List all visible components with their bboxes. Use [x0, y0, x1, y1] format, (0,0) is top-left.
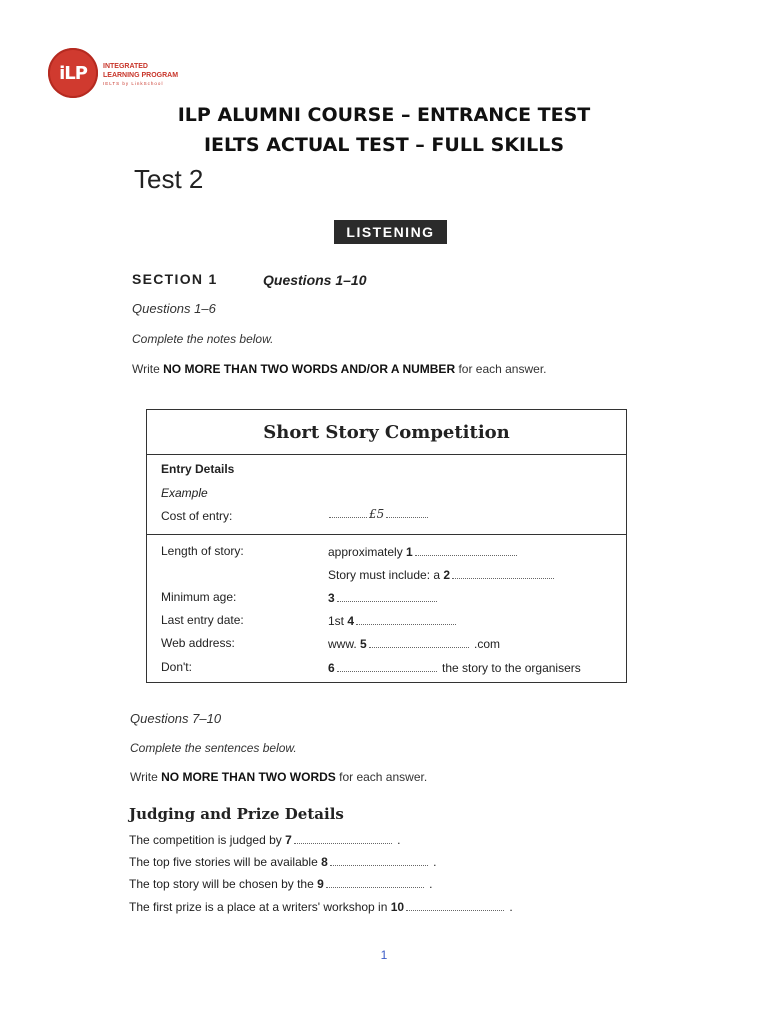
web-address-label: Web address: [161, 636, 235, 650]
question-5: www. 5 .com [328, 637, 501, 651]
instruction-1: Complete the notes below. [132, 332, 274, 346]
word-limit-1: Write NO MORE THAN TWO WORDS AND/OR A NUMBER for each answer. [132, 362, 547, 376]
minimum-age-label: Minimum age: [161, 590, 237, 604]
header-title-line1: ILP ALUMNI COURSE – ENTRANCE TEST [177, 104, 591, 126]
logo-emblem: iLP [48, 48, 98, 98]
notes-title: Short Story Competition [263, 421, 510, 443]
questions-range-1: Questions 1–6 [132, 301, 216, 316]
page-number: 1 [380, 948, 388, 962]
logo-tagline: IELTS by LinkSchool [103, 81, 164, 86]
question-9: The top story will be chosen by the 9 . [129, 877, 433, 891]
notes-table [146, 409, 627, 683]
test-title: Test 2 [134, 164, 204, 194]
notes-title-row [147, 410, 626, 455]
word-limit-2: Write NO MORE THAN TWO WORDS for each answer. [130, 770, 428, 784]
notes-divider [147, 534, 626, 535]
header-title-line2: IELTS ACTUAL TEST – FULL SKILLS [203, 134, 565, 156]
cost-label: Cost of entry: [161, 509, 233, 523]
question-1: approximately 1 [328, 545, 519, 559]
instruction-2: Complete the sentences below. [130, 741, 297, 755]
question-6: 6 the story to the organisers [328, 661, 581, 675]
logo-name: INTEGRATED LEARNING PROGRAM [103, 63, 179, 79]
dont-label: Don't: [161, 660, 192, 674]
question-2: Story must include: a 2 [328, 568, 556, 582]
entry-details-label: Entry Details [161, 462, 235, 476]
last-entry-label: Last entry date: [161, 613, 244, 627]
listening-badge: LISTENING [334, 220, 447, 244]
cost-answer: £5 [327, 507, 430, 521]
length-label: Length of story: [161, 544, 244, 558]
question-8: The top five stories will be available 8 . [129, 855, 437, 869]
section-questions: Questions 1–10 [263, 272, 367, 288]
questions-range-2: Questions 7–10 [130, 711, 222, 726]
question-10: The first prize is a place at a writers' workshop in 10 . [129, 900, 513, 914]
question-7: The competition is judged by 7 . [129, 833, 401, 847]
judging-heading: Judging and Prize Details [129, 805, 344, 823]
ilp-logo [48, 48, 188, 100]
example-label: Example [161, 486, 208, 500]
question-4: 1st 4 [328, 614, 458, 628]
question-3: 3 [328, 591, 439, 605]
section-label: SECTION 1 [132, 271, 218, 287]
